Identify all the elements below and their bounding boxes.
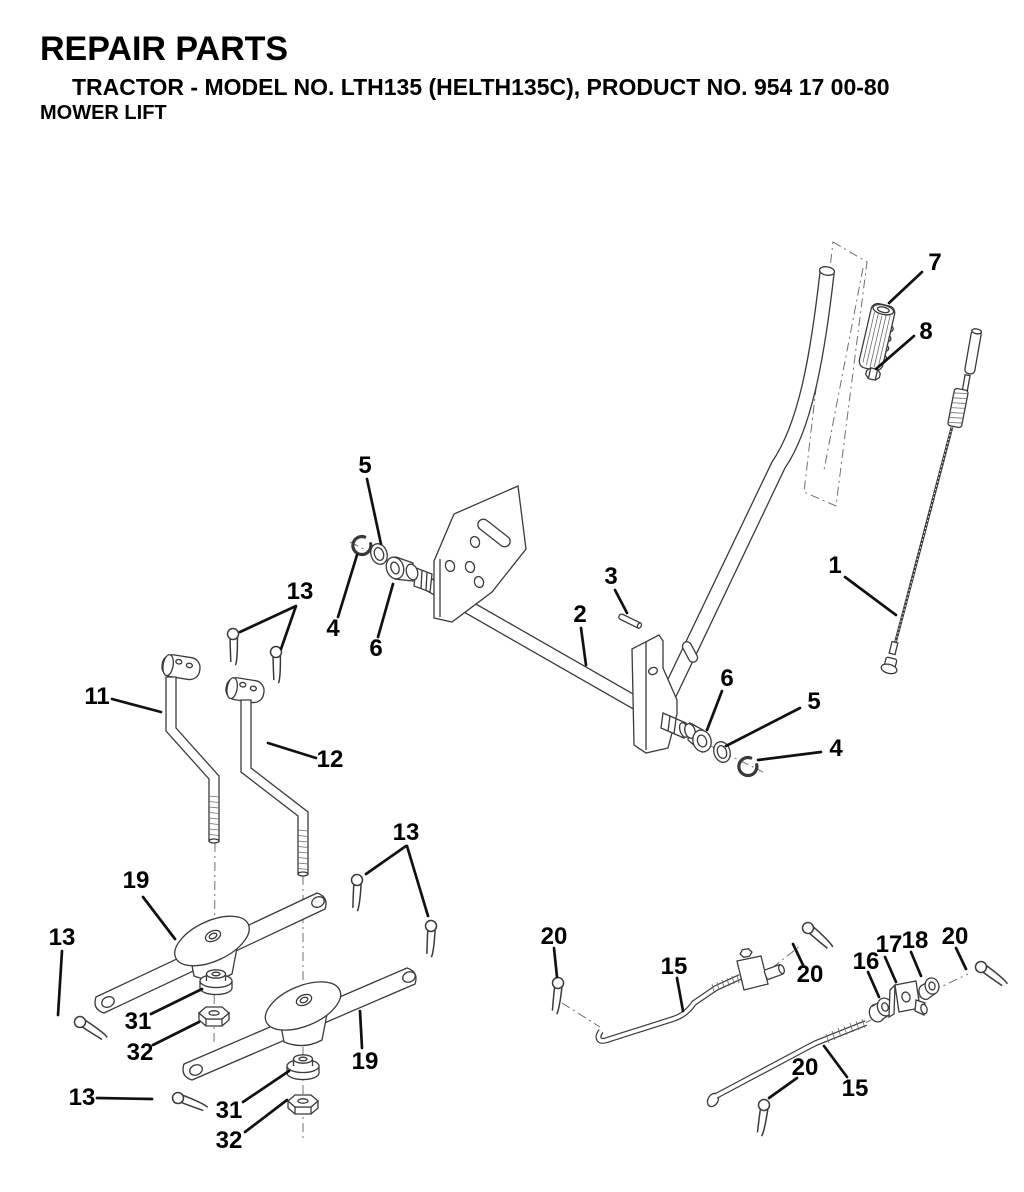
clip-13-c [72, 1015, 111, 1041]
clip-20-c [973, 960, 1012, 988]
callout-5-right: 5 [807, 688, 821, 715]
clip-20-d [756, 1099, 771, 1136]
retainer-ring-left [351, 534, 373, 556]
flange-washer-lower [287, 1055, 319, 1080]
callout-20-a: 20 [540, 923, 568, 950]
callout-19-upper: 19 [122, 867, 150, 894]
callout-11: 11 [84, 683, 110, 710]
callout-32-b: 32 [215, 1127, 243, 1154]
callout-8: 8 [919, 318, 933, 345]
callout-3: 3 [604, 563, 618, 590]
lift-cable [880, 328, 982, 675]
lift-lever [658, 266, 835, 707]
callout-16: 16 [852, 948, 880, 975]
lift-link-left [161, 653, 219, 843]
retainer-ring-right [737, 755, 759, 777]
callout-4-right: 4 [829, 735, 843, 762]
callout-13-top: 13 [286, 578, 314, 605]
callout-leader-lines [58, 272, 966, 1132]
callout-1: 1 [828, 552, 842, 579]
callout-4-left: 4 [326, 615, 340, 642]
callout-13-bottom: 13 [68, 1084, 96, 1111]
roll-pin [618, 613, 642, 629]
clip-20-b [799, 920, 837, 950]
clip-13-e [348, 874, 366, 912]
callout-31-a: 31 [124, 1008, 152, 1035]
callout-17: 17 [875, 931, 903, 958]
lever-bracket [632, 635, 677, 753]
callout-15-upper: 15 [660, 953, 688, 980]
clip-13-b [267, 645, 288, 684]
lever-grip [858, 302, 898, 372]
callout-6-right: 6 [720, 665, 734, 692]
clip-13-f [422, 920, 440, 958]
clip-20-a [550, 977, 567, 1015]
callout-13-mid: 13 [392, 819, 420, 846]
callout-5-left: 5 [358, 452, 372, 479]
trunnion-hardware [867, 976, 941, 1024]
callout-2: 2 [573, 601, 587, 628]
mounting-plate [434, 486, 526, 622]
clip-13-d [171, 1092, 209, 1112]
callout-7: 7 [928, 249, 942, 276]
section-title: MOWER LIFT [40, 102, 167, 124]
callout-31-b: 31 [215, 1097, 243, 1124]
callout-19-lower: 19 [351, 1048, 379, 1075]
adjust-link-front [599, 948, 786, 1041]
callout-15-lower: 15 [841, 1075, 869, 1102]
model-subtitle: TRACTOR - MODEL NO. LTH135 (HELTH135C), PRODUCT NO. 954 17 00-80 [72, 74, 890, 100]
callout-18: 18 [901, 927, 929, 954]
callout-12: 12 [316, 746, 344, 773]
callout-20-d: 20 [791, 1054, 819, 1081]
hex-nut-lower [288, 1095, 318, 1114]
hex-nut-upper [199, 1007, 229, 1026]
callout-6-left: 6 [369, 635, 383, 662]
lift-link-right [225, 676, 308, 876]
clip-13-a [224, 627, 245, 666]
callout-20-c: 20 [941, 923, 969, 950]
page-title: REPAIR PARTS [40, 30, 289, 68]
callout-20-b: 20 [796, 961, 824, 988]
bushing-left [384, 555, 420, 581]
callout-13-left: 13 [48, 924, 76, 951]
callout-32-a: 32 [126, 1039, 154, 1066]
